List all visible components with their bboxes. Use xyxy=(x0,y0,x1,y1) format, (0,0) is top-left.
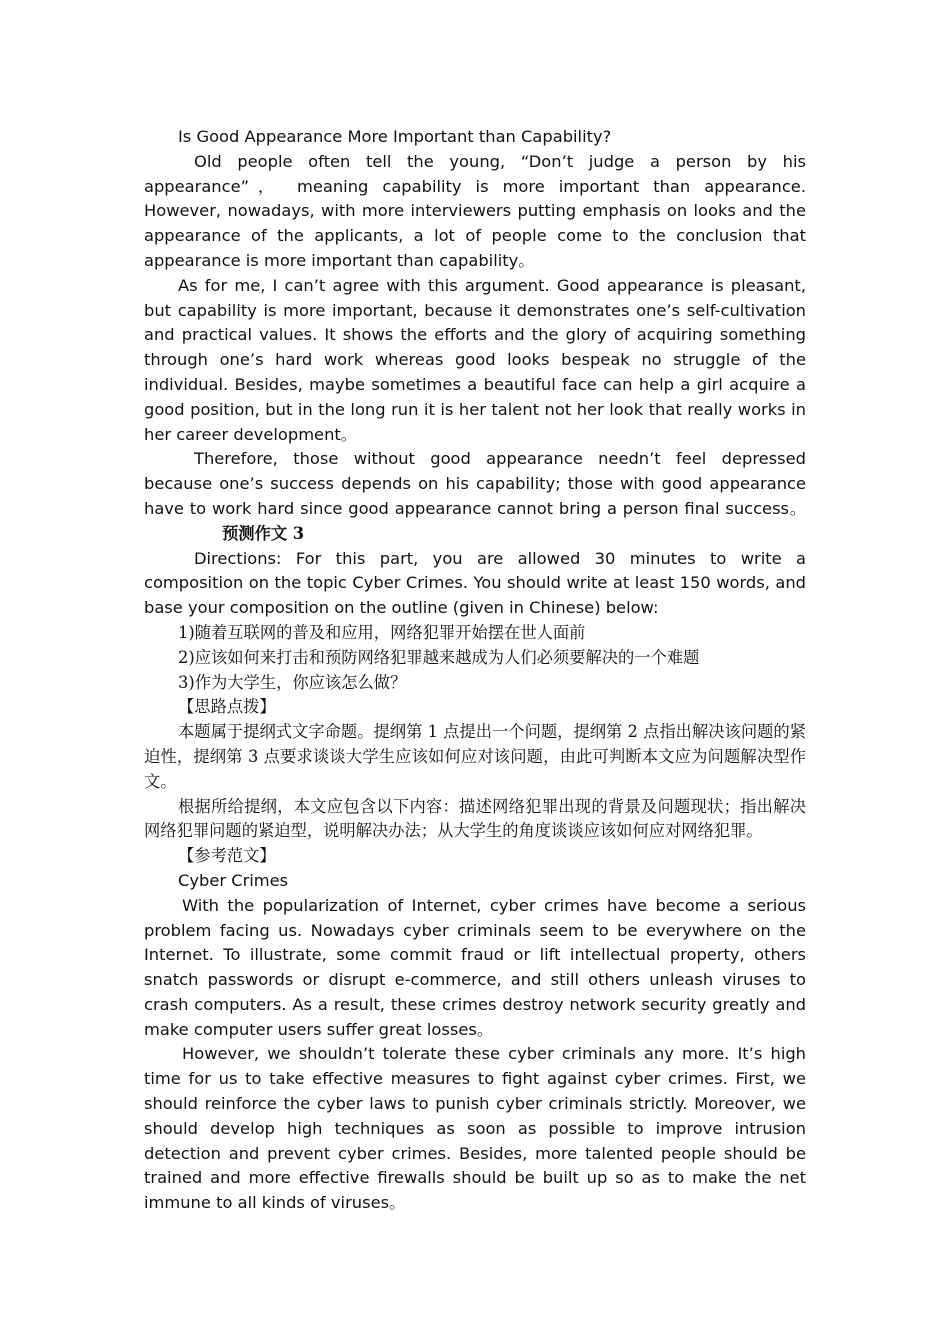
essay-paragraph-1: Old people often tell the young, “Don’t judge a person by his appearance”， meaning capability is more important than appearance. However, nowadays, with more interviewers putting emphasis on looks and the appearance of the applicants, a lot of people come to the conclusion that appearance is more important than capability。 xyxy=(144,151,806,270)
sample-paragraph-2: However, we shouldn’t tolerate these cyber criminals any more. It’s high time for us to take effective measures to fight against cyber crimes. First, we should reinforce the cyber laws to punish cyber criminals strictly. Moreover, we should develop high techniques as soon as possible to improve intrusion detection and prevent cyber crimes. Besides, more talented people should be trained and more effective firewalls should be built up so as to make the net immune to all kinds of viruses。 xyxy=(144,1044,806,1213)
outline-item-1: 1)随着互联网的普及和应用，网络犯罪开始摆在世人面前 xyxy=(178,622,586,642)
tips-heading: 【思路点拨】 xyxy=(178,697,276,717)
outline-item-2: 2)应该如何来打击和预防网络犯罪越来越成为人们必须要解决的一个难题 xyxy=(178,647,700,667)
tips-paragraph-2: 根据所给提纲，本文应包含以下内容：描述网络犯罪出现的背景及问题现状；指出解决网络犯罪问题的紧迫型，说明解决办法；从大学生的角度谈谈应该如何应对网络犯罪。 xyxy=(144,796,806,841)
sample-title: Cyber Crimes xyxy=(178,870,289,890)
sample-heading: 【参考范文】 xyxy=(178,846,276,866)
outline-item-3: 3)作为大学生，你应该怎么做？ xyxy=(178,672,407,692)
essay-paragraph-2: As for me, I can’t agree with this argument. Good appearance is pleasant, but capability is more important, because it demonstrates one’s self-cultivation and practical values. It shows the efforts and the glory of acquiring something through one’s hard work whereas good looks bespeak no struggle of the individual. Besides, maybe sometimes a beautiful face can help a girl acquire a good position, but in the long run it is her talent not her look that really works in her career development。 xyxy=(144,275,806,444)
directions-paragraph: Directions: For this part, you are allowed 30 minutes to write a composition on the topic Cyber Crimes. You should write at least 150 words, and base your composition on the outline (given in Chinese) below: xyxy=(144,548,806,618)
essay-paragraph-3 xyxy=(144,447,806,546)
essay-title: Is Good Appearance More Important than Capability? xyxy=(178,127,612,146)
tips-paragraph-1: 本题属于提纲式文字命题。提纲第 1 点提出一个问题，提纲第 2 点指出解决该问题的紧迫性，提纲第 3 点要求谈谈大学生应该如何应对该问题，由此可判断本文应为问题解决型作文。 xyxy=(144,722,806,791)
document-page xyxy=(144,125,806,1216)
section-heading-prediction-3: 预测作文 3 xyxy=(222,523,305,543)
essay-paragraph-3-text: Therefore, those without good appearance needn’t feel depressed because one’s success depends on his capability; those with good appearance have to work hard since good appearance cannot bring a person final success。 xyxy=(144,449,806,518)
sample-paragraph-1: With the popularization of Internet, cyber crimes have become a serious problem facing us. Nowadays cyber criminals seem to be everywhere on the Internet. To illustrate, some commit fraud or lift intellectual property, others snatch passwords or disrupt e-commerce, and still others unleash viruses to crash computers. As a result, these crimes destroy network security greatly and make computer users suffer great losses。 xyxy=(144,895,806,1039)
